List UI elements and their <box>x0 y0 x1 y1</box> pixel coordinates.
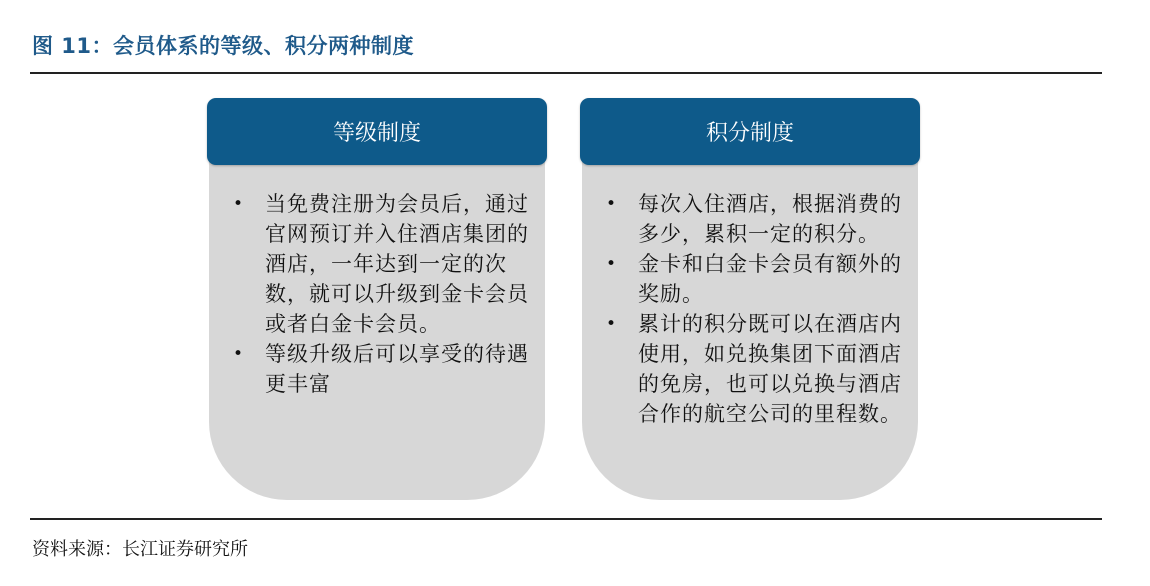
bullet-text: 等级升级后可以享受的待遇更丰富 <box>265 342 529 396</box>
bullet-icon: • <box>606 194 618 214</box>
bullet-text: 每次入住酒店，根据消费的多少，累积一定的积分。 <box>638 192 902 246</box>
list-item <box>604 249 904 309</box>
bullet-icon: • <box>233 344 245 364</box>
figure-title: 图 11：会员体系的等级、积分两种制度 <box>32 34 415 58</box>
card-points-system <box>580 98 920 500</box>
list-item <box>604 189 904 249</box>
source-note: 资料来源：长江证券研究所 <box>32 539 248 560</box>
card-grade-system <box>207 98 547 500</box>
bullet-text: 累计的积分既可以在酒店内使用，如兑换集团下面酒店的免房，也可以兑换与酒店合作的航空公司的里程数。 <box>638 312 902 426</box>
bottom-divider <box>30 518 1102 520</box>
bullet-list <box>231 189 531 399</box>
list-item <box>604 309 904 429</box>
bullet-icon: • <box>606 254 618 274</box>
bullet-icon: • <box>606 314 618 334</box>
bullet-text: 金卡和白金卡会员有额外的奖励。 <box>638 252 902 306</box>
card-header-points: 积分制度 <box>580 98 920 165</box>
card-header-grade: 等级制度 <box>207 98 547 165</box>
list-item <box>231 339 531 399</box>
top-divider <box>30 72 1102 74</box>
list-item <box>231 189 531 339</box>
bullet-text: 当免费注册为会员后，通过官网预订并入住酒店集团的酒店，一年达到一定的次数，就可以升级到金卡会员或者白金卡会员。 <box>265 192 529 336</box>
bullet-list <box>604 189 904 429</box>
bullet-icon: • <box>233 194 245 214</box>
